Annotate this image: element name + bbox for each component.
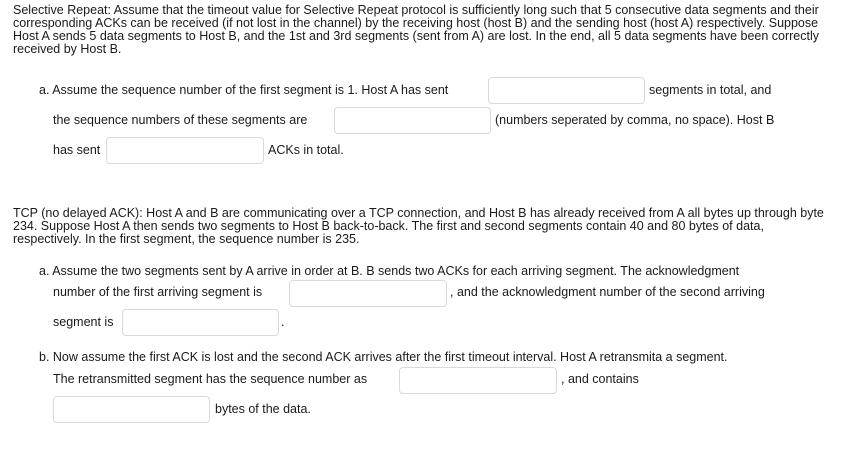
q2-b-text-2: The retransmitted segment has the sequence number as (53, 372, 368, 386)
q2-ack-first-input[interactable] (289, 280, 447, 307)
q2-a-text-3: , and the acknowledgment number of the second arriving (450, 285, 765, 299)
q1-a-text-3: the sequence numbers of these segments are (53, 113, 308, 127)
q1-intro: Selective Repeat: Assume that the timeout value for Selective Repeat protocol is sufficiently long such that 5 consecutive data segments and their corresponding ACKs can be received (if not lost in the channel) by the receiving host (host B) and the sending host (host A) respectively. Suppose Host A sends 5 data segments to Host B, and the 1st and 3rd segments (sent from A) are lost. In the end, all 5 data segments have been correctly received by Host B. (13, 3, 820, 56)
q2-b-text-1: b. Now assume the first ACK is lost and the second ACK arrives after the first timeout interval. Host A retransmita a segment. (39, 350, 728, 364)
q2-a-text-2: number of the first arriving segment is (53, 285, 263, 299)
q1-a-text-1: a. Assume the sequence number of the first segment is 1. Host A has sent (39, 83, 449, 97)
q2-ack-second-input[interactable] (122, 309, 279, 336)
q2-a-text-5: . (281, 315, 285, 329)
q1-segments-total-input[interactable] (488, 77, 645, 104)
q2-b-text-3: , and contains (561, 372, 639, 386)
q1-sequence-numbers-input[interactable] (334, 107, 491, 134)
q2-b-text-4: bytes of the data. (215, 402, 311, 416)
q1-acks-total-input[interactable] (106, 137, 264, 164)
q2-retrans-seq-input[interactable] (399, 367, 557, 394)
q2-retrans-bytes-input[interactable] (53, 396, 210, 423)
q2-a-text-1: a. Assume the two segments sent by A arrive in order at B. B sends two ACKs for each arriving segment. The acknowledgment (39, 264, 740, 278)
q1-a-text-5: has sent (53, 143, 101, 157)
q1-a-text-6: ACKs in total. (268, 143, 344, 157)
q2-intro: TCP (no delayed ACK): Host A and B are communicating over a TCP connection, and Host B has already received from A all bytes up through byte 234. Suppose Host A then sends two segments to Host B back-to-back. The first and second segments contain 40 and 80 bytes of data, respectively. In the first segment, the sequence number is 235. (13, 206, 824, 246)
q1-a-text-4: (numbers seperated by comma, no space). Host B (495, 113, 775, 127)
q1-a-text-2: segments in total, and (649, 83, 772, 97)
q2-a-text-4: segment is (53, 315, 114, 329)
